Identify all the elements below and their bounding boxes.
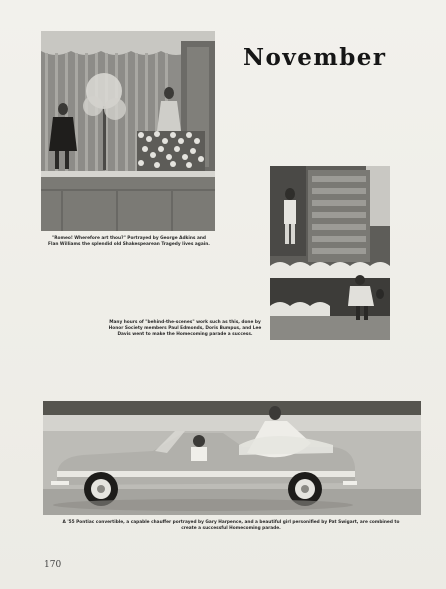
page-title: November bbox=[243, 44, 387, 71]
page-number: 170 bbox=[44, 560, 62, 570]
pontiac-convertible-photo bbox=[43, 401, 421, 515]
float-construction-caption: Many hours of "behind-the-scenes" work such as this, done by Honor Society members Paul Edmonds, Doris Bumpus, and Lee Davis went to make the Homecoming parade a success. bbox=[108, 320, 262, 337]
stage-play-caption: "Romeo! Wherefore art thou?" Portrayed by George Adkins and Flan Williams the splendid old Shakespearean Tragedy lives again. bbox=[48, 236, 210, 247]
pontiac-caption: A '55 Pontiac convertible, a capable chauffer portrayed by Gary Harpence, and a beautiful girl personified by Pat Swigart, are combined to create a successful Homecoming parade. bbox=[62, 520, 400, 531]
float-construction-photo bbox=[270, 166, 390, 340]
stage-play-photo bbox=[41, 31, 215, 231]
